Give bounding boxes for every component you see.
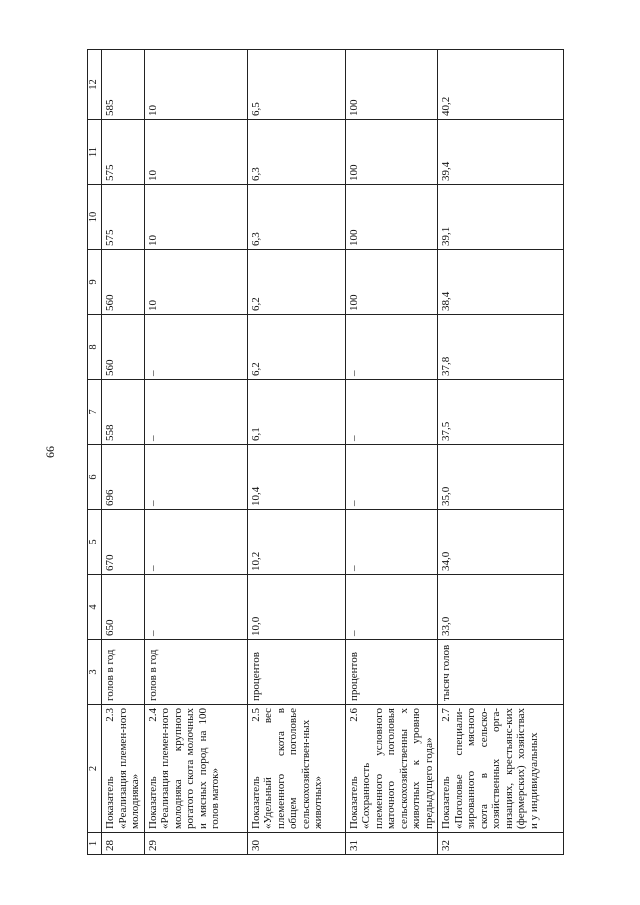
- value-cell: 585: [102, 50, 145, 120]
- value-cell: 6,2: [247, 250, 345, 315]
- value-cell: 38,4: [438, 250, 564, 315]
- row-number: 32: [438, 833, 564, 855]
- value-cell: –: [345, 380, 438, 445]
- value-cell: 6,5: [247, 50, 345, 120]
- column-header: 7: [88, 380, 102, 445]
- column-header: 3: [88, 640, 102, 705]
- value-cell: 10: [144, 50, 247, 120]
- value-cell: 10: [144, 120, 247, 185]
- row-number: 29: [144, 833, 247, 855]
- value-cell: 39,4: [438, 120, 564, 185]
- column-header: 10: [88, 185, 102, 250]
- column-header: 1: [88, 833, 102, 855]
- value-cell: –: [144, 575, 247, 640]
- value-cell: 670: [102, 510, 145, 575]
- value-cell: –: [144, 510, 247, 575]
- value-cell: 6,2: [247, 315, 345, 380]
- value-cell: –: [144, 315, 247, 380]
- value-cell: 34,0: [438, 510, 564, 575]
- column-header: 12: [88, 50, 102, 120]
- column-header: 11: [88, 120, 102, 185]
- indicators-table: [87, 49, 564, 855]
- value-cell: 100: [345, 250, 438, 315]
- row-number: 28: [102, 833, 145, 855]
- value-cell: –: [144, 380, 247, 445]
- value-cell: 560: [102, 250, 145, 315]
- unit-cell: процентов: [345, 640, 438, 705]
- row-number: 31: [345, 833, 438, 855]
- value-cell: 575: [102, 120, 145, 185]
- indicator-name: Показатель 2.3 «Реализация племен-ного молодняка»: [102, 705, 145, 833]
- rotated-table-sheet: [87, 50, 562, 855]
- value-cell: –: [345, 510, 438, 575]
- table-row: [438, 50, 564, 855]
- value-cell: 696: [102, 445, 145, 510]
- value-cell: 575: [102, 185, 145, 250]
- value-cell: 100: [345, 50, 438, 120]
- value-cell: 40,2: [438, 50, 564, 120]
- column-header: 5: [88, 510, 102, 575]
- value-cell: –: [345, 445, 438, 510]
- column-header: 2: [88, 705, 102, 833]
- unit-cell: голов в год: [144, 640, 247, 705]
- value-cell: 10,2: [247, 510, 345, 575]
- value-cell: 650: [102, 575, 145, 640]
- unit-cell: процентов: [247, 640, 345, 705]
- value-cell: 6,3: [247, 185, 345, 250]
- column-header: 8: [88, 315, 102, 380]
- value-cell: 37,8: [438, 315, 564, 380]
- table-row: [247, 50, 345, 855]
- value-cell: 6,1: [247, 380, 345, 445]
- table-row: [345, 50, 438, 855]
- table-row: [102, 50, 145, 855]
- indicator-name: Показатель 2.4 «Реализация племен-ного молодняка крупного рогатого скота молочных и мясных пород на 100 голов маток»: [144, 705, 247, 833]
- value-cell: –: [144, 445, 247, 510]
- table-row: [144, 50, 247, 855]
- value-cell: 10: [144, 185, 247, 250]
- value-cell: 6,3: [247, 120, 345, 185]
- value-cell: 35,0: [438, 445, 564, 510]
- value-cell: 10,4: [247, 445, 345, 510]
- value-cell: 37,5: [438, 380, 564, 445]
- column-header: 9: [88, 250, 102, 315]
- value-cell: 10: [144, 250, 247, 315]
- column-header: 4: [88, 575, 102, 640]
- value-cell: –: [345, 315, 438, 380]
- column-header: 6: [88, 445, 102, 510]
- value-cell: 33,0: [438, 575, 564, 640]
- value-cell: 560: [102, 315, 145, 380]
- indicator-name: Показатель 2.7 «Поголовье специали-зированного мясного скота в сельско-хозяйственных орга-низациях, крестьянс-ких (фермерских) хозяйствах и у индивидуальных: [438, 705, 564, 833]
- row-number: 30: [247, 833, 345, 855]
- value-cell: 100: [345, 120, 438, 185]
- unit-cell: голов в год: [102, 640, 145, 705]
- value-cell: 39,1: [438, 185, 564, 250]
- column-number-row: [88, 50, 102, 855]
- value-cell: 10,0: [247, 575, 345, 640]
- page-number: 66: [42, 446, 57, 458]
- value-cell: –: [345, 575, 438, 640]
- value-cell: 558: [102, 380, 145, 445]
- unit-cell: тысяч голов: [438, 640, 564, 705]
- value-cell: 100: [345, 185, 438, 250]
- indicator-name: Показатель 2.6 «Сохранность племенного условного маточного поголовья сельскохозяйственны х животных к уровню предыдущего года»: [345, 705, 438, 833]
- indicator-name: Показатель 2.5 «Удельный вес племенного скота в общем поголовье сельскохозяйствен-ных животных»: [247, 705, 345, 833]
